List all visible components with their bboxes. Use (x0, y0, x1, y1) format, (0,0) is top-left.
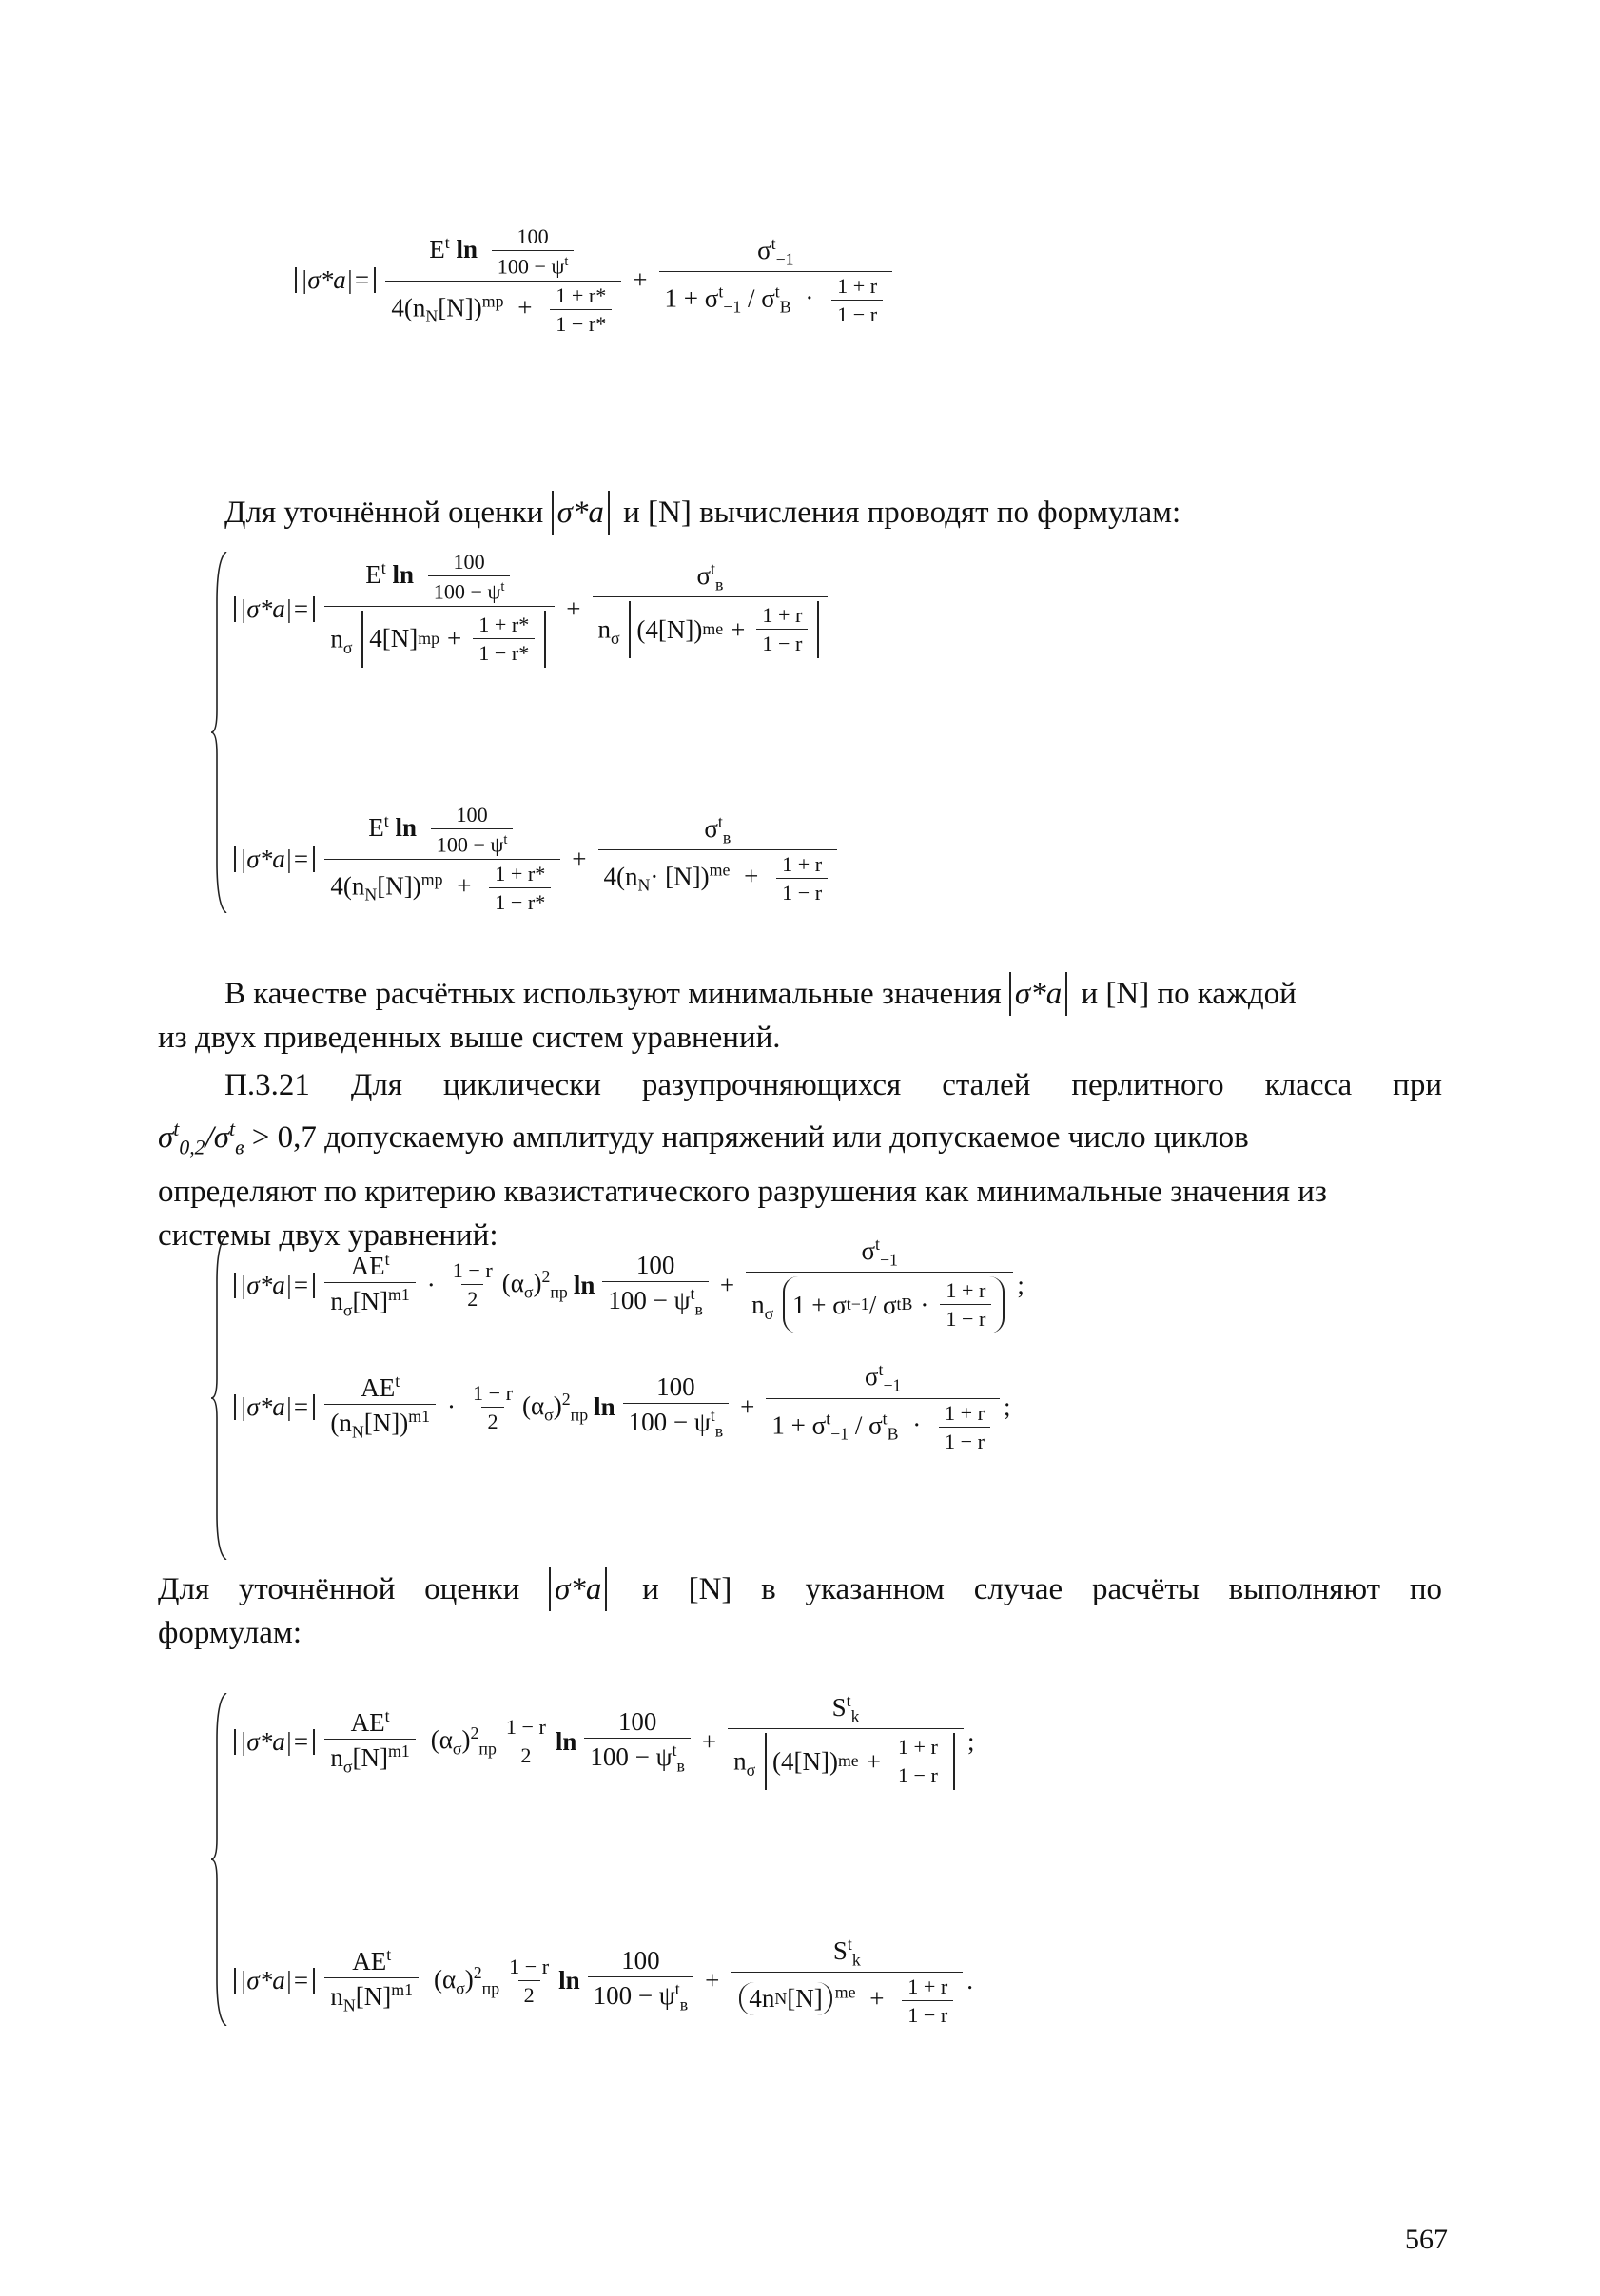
left-brace (211, 552, 228, 913)
n-symbol: [N] (648, 496, 692, 530)
formula-1-term-1: $E^t$ ln $\frac{100}{100 - \psi^t}$ $4(n_N[N])^{mp}$ + $\frac{1 + r*}{1 - r*}$ (385, 226, 621, 335)
paragraph-refined-estimate-1: Для уточнённой оценки σ*a и [N] вычисления проводят по формулам: (224, 491, 1376, 535)
n-symbol: [N] (1105, 977, 1150, 1011)
sigma-a-symbol: σ*a (549, 1567, 607, 1611)
sigma-a-symbol: σ*a (1009, 972, 1067, 1016)
system-2-equation-1: |σ*a|= $\frac{AE^t}{n_\sigma[N]^{m1}}$ · $\frac{1 - r}{2}$ $(\alpha_\sigma)^2_{пр}$ ln $\frac{100}{100 - \psi^t_в}$ + $\sigma^t_{-1}$ $n_\sigma$ 1 + σ t −1 / σ t B · $\frac{1 + r}{1 - r}$ ; (234, 1236, 1024, 1333)
page-number: 567 (1405, 2224, 1448, 2255)
paragraph-p3-21: П.3.21 Для циклически разупрочняющихся сталей перлитного класса при $\sigma^t_{0,2}/\sigma^t_в > 0,7$ допускаемую амплитуду напряжений или допускаемое число циклов определяют по критерию квазистатического разрушения как минимальные значения из системы двух уравнений: (158, 1068, 1442, 1253)
left-brace (211, 1236, 228, 1560)
paragraph-minimum-values: В качестве расчётных используют минимальные значения σ*a и [N] по каждой из двух приведенных выше систем уравнений. (158, 972, 1442, 1060)
sigma-a-lhs: |σ*a|= (295, 267, 376, 293)
system-3-equation-2: |σ*a|= $\frac{AE^t}{n_N[N]^{m1}}$ $(\alpha_\sigma)^2_{пр}$ $\frac{1 - r}{2}$ ln $\frac{100}{100 - \psi^t_в}$ + $S^t_k$ 4n N [N] $^{me}$ + $\frac{1 + r}{1 - r}$ . (234, 1936, 974, 2026)
system-3-equation-1: |σ*a|= $\frac{AE^t}{n_\sigma[N]^{m1}}$ $(\alpha_\sigma)^2_{пр}$ $\frac{1 - r}{2}$ ln $\frac{100}{100 - \psi^t_в}$ + $S^t_k$ $n_\sigma$ (4[N]) me + $\frac{1 + r}{1 - r}$ ; (234, 1693, 974, 1790)
system-1-equation-2: |σ*a|= $E^t$ ln $\frac{100}{100 - \psi^t}$ $4(n_N[N])^{mp}$ + $\frac{1 + r*}{1 - r*}$ + $\sigma^t_в$ $4(n_N\cdot [N])^{me}$ + $\frac{1 + r}{1 - r}$ (234, 805, 841, 913)
system-2-equation-2: |σ*a|= $\frac{AE^t}{(n_N[N])^{m1}}$ · $\frac{1 - r}{2}$ $(\alpha_\sigma)^2_{пр}$ ln $\frac{100}{100 - \psi^t_в}$ + $\sigma^t_{-1}$ $1 + \sigma^t_{-1} / \sigma^t_B$ · $\frac{1 + r}{1 - r}$ ; (234, 1362, 1024, 1451)
formula-1-term-2: $\sigma^t_{-1}$ $1 + \sigma^t_{-1} / \sigma^t_B$ · $\frac{1 + r}{1 - r}$ (659, 236, 893, 325)
left-brace (211, 1693, 228, 2026)
equation-system-1 (211, 552, 841, 913)
paragraph-refined-estimate-2: Для уточнённой оценки σ*a и [N] в указанном случае расчёты выполняют по формулам: (158, 1567, 1442, 1655)
stress-ratio-condition: $\sigma^t_{0,2}/\sigma^t_в$ (158, 1118, 244, 1159)
equation-system-3 (211, 1693, 974, 2026)
system-1-equation-1: |σ*a|= $E^t$ ln $\frac{100}{100 - \psi^t}$ $n_\sigma$ 4[N] mp + $\frac{1 + r*}{1 - r*}$ + $\sigma^t_в$ $n_\sigma$ (4[N]) me + $\frac{1 + r}{1 - r}$ (234, 552, 841, 668)
sigma-a-symbol: σ*a (552, 491, 610, 535)
n-symbol: [N] (688, 1572, 732, 1606)
equation-system-2 (211, 1236, 1024, 1560)
formula-1: |σ*a|= $E^t$ ln $\frac{100}{100 - \psi^t}$ $4(n_N[N])^{mp}$ + $\frac{1 + r*}{1 - r*}$ + $\sigma^t_{-1}$ $1 + \sigma^t_{-1} / \sigma^t_B$ · $\frac{1 + r}{1 - r}$ (295, 226, 896, 335)
